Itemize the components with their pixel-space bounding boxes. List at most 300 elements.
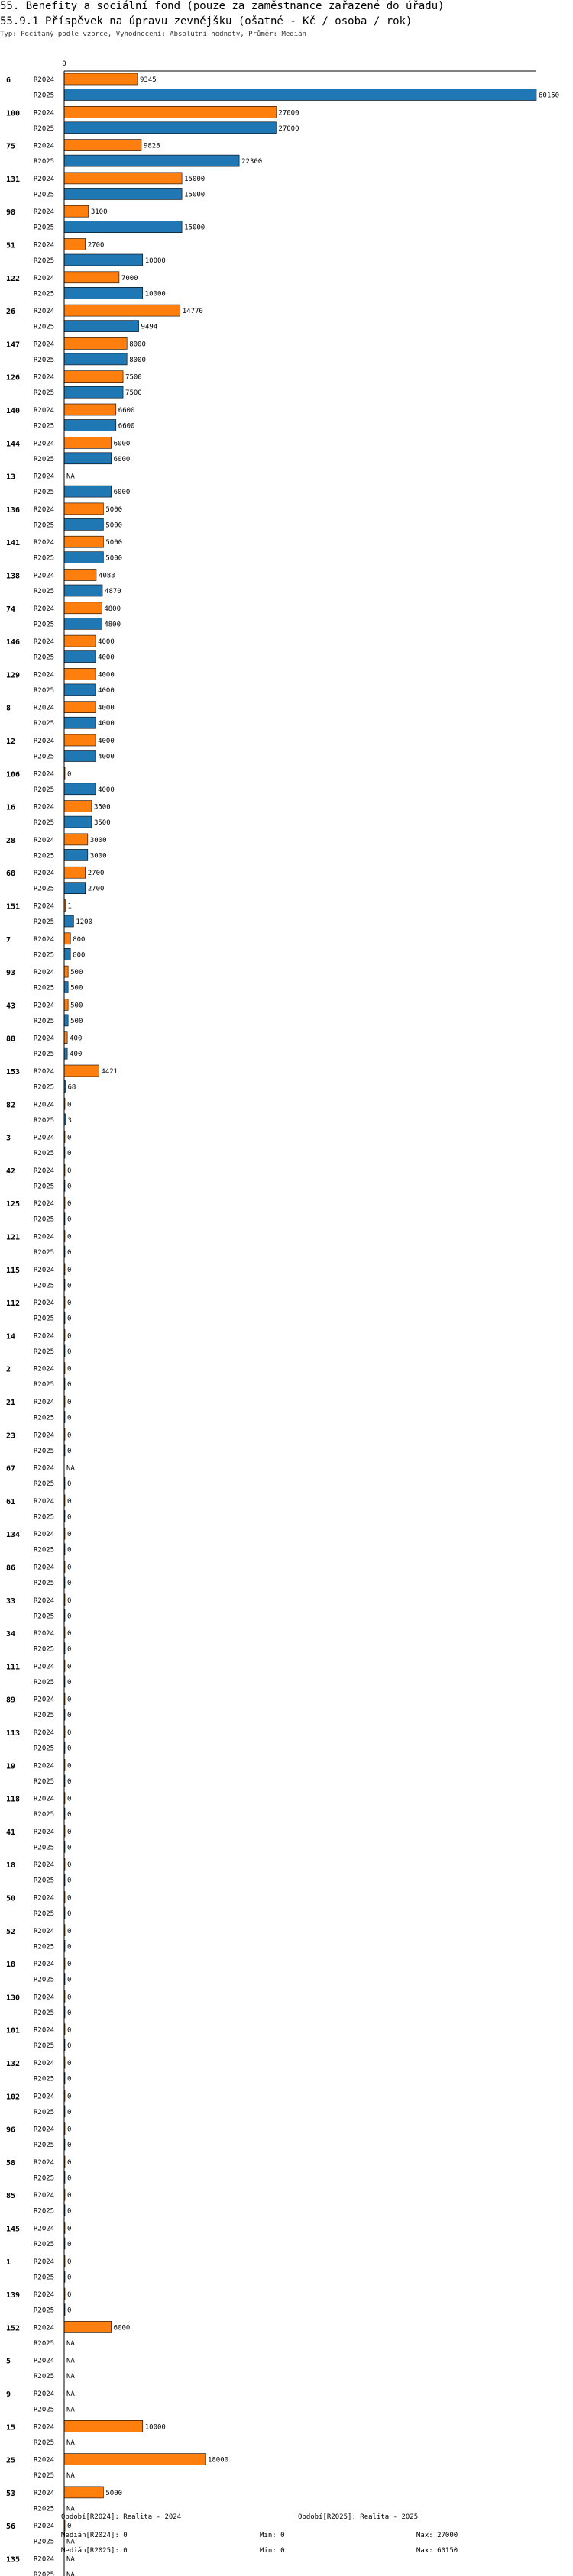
row-id-label: 139 xyxy=(6,2291,21,2300)
series-label: R2024 xyxy=(34,1332,55,1341)
series-label: R2025 xyxy=(34,489,55,497)
value-label: 0 xyxy=(67,1745,72,1753)
value-label: 4870 xyxy=(105,588,121,596)
value-label: 5000 xyxy=(105,554,123,563)
value-label: 4421 xyxy=(101,1068,118,1076)
series-label: R2025 xyxy=(34,1447,55,1455)
value-label: 0 xyxy=(67,1233,72,1241)
bar xyxy=(64,239,86,250)
series-label: R2025 xyxy=(34,2274,55,2282)
bar xyxy=(64,982,68,993)
bar xyxy=(64,717,96,728)
series-label: R2025 xyxy=(34,984,55,993)
series-label: R2024 xyxy=(34,2489,55,2497)
value-label: 7000 xyxy=(121,274,138,282)
bar xyxy=(64,635,96,647)
row-id-label: 33 xyxy=(6,1596,16,1606)
series-label: R2024 xyxy=(34,803,55,812)
row-id-label: 61 xyxy=(6,1497,16,1506)
value-label: 0 xyxy=(67,1811,72,1819)
row-id-label: 25 xyxy=(6,2456,16,2465)
value-label: 0 xyxy=(67,1612,72,1621)
value-label: 0 xyxy=(67,1630,72,1638)
value-label: 0 xyxy=(67,1348,72,1356)
bar xyxy=(64,651,96,663)
value-label: 4000 xyxy=(98,704,115,712)
bar xyxy=(64,867,86,878)
series-label: R2025 xyxy=(34,1150,55,1158)
series-label: R2025 xyxy=(34,885,55,893)
bar xyxy=(64,321,139,332)
bar xyxy=(64,188,182,199)
series-label: R2025 xyxy=(34,2142,55,2150)
value-label: 0 xyxy=(67,1432,72,1440)
bar xyxy=(64,834,88,845)
value-label: 0 xyxy=(67,1564,72,1572)
series-label: R2024 xyxy=(34,1993,55,2002)
value-label: 3 xyxy=(67,1116,72,1125)
value-label: 22300 xyxy=(241,158,263,166)
series-label: R2025 xyxy=(34,1381,55,1390)
value-label: 500 xyxy=(70,969,83,977)
row-id-label: 51 xyxy=(6,241,16,250)
series-label: R2024 xyxy=(34,1663,55,1671)
series-label: R2025 xyxy=(34,422,55,431)
series-label: R2024 xyxy=(34,2093,55,2101)
series-label: R2025 xyxy=(34,588,55,596)
value-label: 7500 xyxy=(125,373,142,382)
series-label: R2024 xyxy=(34,2390,55,2398)
value-label: 60150 xyxy=(539,92,560,100)
series-label: R2025 xyxy=(34,1315,55,1323)
row-id-label: 88 xyxy=(6,1035,16,1044)
series-label: R2024 xyxy=(34,2225,55,2233)
series-label: R2024 xyxy=(34,2456,55,2465)
value-label: 1200 xyxy=(76,918,93,926)
bar xyxy=(64,2321,112,2332)
row-id-label: 132 xyxy=(6,2060,21,2068)
value-label: 0 xyxy=(67,2026,72,2035)
value-label: 0 xyxy=(67,1399,72,1406)
series-label: R2024 xyxy=(34,274,55,282)
series-label: R2024 xyxy=(34,770,55,779)
bar xyxy=(64,503,103,515)
series-label: R2024 xyxy=(34,836,55,844)
series-label: R2025 xyxy=(34,2439,55,2447)
row-id-label: 68 xyxy=(6,870,16,879)
row-id-label: 135 xyxy=(6,2555,21,2565)
series-label: R2025 xyxy=(34,852,55,860)
series-label: R2024 xyxy=(34,2126,55,2134)
series-label: R2024 xyxy=(34,440,55,448)
series-label: R2024 xyxy=(34,308,55,316)
series-label: R2025 xyxy=(34,323,55,331)
row-id-label: 56 xyxy=(6,2523,16,2532)
series-label: R2025 xyxy=(34,1282,55,1290)
value-label: 4000 xyxy=(98,654,115,662)
value-label: NA xyxy=(66,1464,75,1473)
series-label: R2024 xyxy=(34,539,55,547)
row-id-label: 16 xyxy=(6,803,16,812)
series-label: R2024 xyxy=(34,1035,55,1043)
value-label: 0 xyxy=(67,1447,72,1455)
bar xyxy=(64,140,141,151)
chart-subtitle: 55.9.1 Příspěvek na úpravu zevnějšku (ošatné - Kč / osoba / rok) xyxy=(0,15,413,27)
value-label: NA xyxy=(66,2406,75,2414)
bar xyxy=(64,999,68,1010)
row-id-label: 129 xyxy=(6,671,21,680)
series-label: R2024 xyxy=(34,241,55,250)
value-label: 0 xyxy=(67,1645,72,1654)
series-label: R2025 xyxy=(34,455,55,463)
bar xyxy=(64,1048,67,1059)
series-label: R2024 xyxy=(34,175,55,183)
row-id-label: 86 xyxy=(6,1564,16,1573)
value-label: 0 xyxy=(67,2158,72,2167)
series-label: R2024 xyxy=(34,1167,55,1175)
row-id-label: 140 xyxy=(6,407,21,415)
bar xyxy=(64,816,92,828)
row-id-label: 82 xyxy=(6,1101,16,1110)
series-label: R2024 xyxy=(34,2555,55,2564)
value-label: NA xyxy=(66,2390,75,2398)
series-label: R2024 xyxy=(34,1729,55,1737)
row-id-label: 122 xyxy=(6,274,21,283)
bar xyxy=(64,305,180,316)
series-label: R2024 xyxy=(34,902,55,911)
bar xyxy=(64,552,103,563)
row-id-label: 58 xyxy=(6,2158,16,2168)
series-label: R2025 xyxy=(34,1910,55,1918)
series-label: R2025 xyxy=(34,1116,55,1125)
value-label: 15000 xyxy=(184,224,206,232)
value-label: 0 xyxy=(67,1332,72,1341)
value-label: 0 xyxy=(67,2075,72,2084)
value-label: 15000 xyxy=(184,191,206,199)
series-label: R2024 xyxy=(34,1927,55,1935)
series-label: R2024 xyxy=(34,1828,55,1836)
value-label: 4800 xyxy=(104,621,121,629)
value-label: 4000 xyxy=(98,786,115,794)
value-label: 0 xyxy=(67,1976,72,1984)
series-label: R2025 xyxy=(34,1943,55,1951)
series-label: R2025 xyxy=(34,2042,55,2051)
series-label: R2025 xyxy=(34,720,55,728)
value-label: NA xyxy=(66,2571,75,2576)
row-id-label: 146 xyxy=(6,638,21,647)
value-label: 0 xyxy=(67,1927,72,1935)
bar xyxy=(64,287,143,299)
series-label: R2025 xyxy=(34,819,55,828)
bar xyxy=(64,915,73,927)
row-id-label: 7 xyxy=(6,935,11,944)
series-label: R2024 xyxy=(34,1365,55,1374)
value-label: 500 xyxy=(70,984,83,993)
value-label: 400 xyxy=(70,1035,83,1043)
series-label: R2025 xyxy=(34,356,55,364)
series-label: R2024 xyxy=(34,76,55,84)
value-label: 0 xyxy=(67,1762,72,1771)
value-label: 2700 xyxy=(87,885,105,893)
row-id-label: 23 xyxy=(6,1432,16,1441)
row-id-label: 21 xyxy=(6,1399,16,1407)
row-id-label: 50 xyxy=(6,1894,16,1903)
series-label: R2025 xyxy=(34,2373,55,2381)
row-id-label: 96 xyxy=(6,2126,16,2135)
series-label: R2024 xyxy=(34,1134,55,1142)
value-label: 1 xyxy=(67,902,72,911)
row-id-label: 112 xyxy=(6,1299,21,1309)
row-id-label: 13 xyxy=(6,473,16,482)
row-id-label: 151 xyxy=(6,902,21,912)
row-id-label: 34 xyxy=(6,1630,16,1639)
value-label: NA xyxy=(66,2439,75,2447)
series-label: R2025 xyxy=(34,621,55,629)
value-label: 0 xyxy=(67,1580,72,1587)
value-label: 15000 xyxy=(184,175,206,183)
series-label: R2024 xyxy=(34,671,55,680)
bar xyxy=(64,801,92,812)
value-label: 8000 xyxy=(129,356,146,364)
series-label: R2024 xyxy=(34,2026,55,2035)
bar xyxy=(64,337,127,349)
value-label: 0 xyxy=(67,2274,72,2282)
series-label: R2025 xyxy=(34,753,55,761)
bar xyxy=(64,106,276,118)
value-label: 0 xyxy=(67,1513,72,1522)
series-label: R2025 xyxy=(34,2472,55,2481)
value-label: 800 xyxy=(73,951,86,960)
bar xyxy=(64,371,123,383)
value-label: 0 xyxy=(67,1215,72,1224)
value-label: 10000 xyxy=(144,2423,166,2432)
row-id-label: 93 xyxy=(6,969,16,978)
row-id-label: 126 xyxy=(6,373,21,383)
x-axis-tick-label: 0 xyxy=(62,60,66,68)
row-id-label: 145 xyxy=(6,2225,21,2234)
series-label: R2025 xyxy=(34,918,55,926)
bar xyxy=(64,386,123,398)
value-label: 0 xyxy=(67,770,72,779)
value-label: 0 xyxy=(67,1943,72,1951)
value-label: 0 xyxy=(67,1729,72,1737)
series-label: R2025 xyxy=(34,1645,55,1654)
bar xyxy=(64,437,112,448)
value-label: 0 xyxy=(67,1712,72,1720)
page-title: 55. Benefity a sociální fond (pouze za zaměstnance zařazené do úřadu) xyxy=(0,0,445,12)
value-label: 0 xyxy=(67,1663,72,1671)
series-label: R2024 xyxy=(34,638,55,647)
value-label: NA xyxy=(66,2555,75,2564)
value-label: 0 xyxy=(67,1249,72,1257)
bar xyxy=(64,536,103,547)
bar xyxy=(64,122,276,134)
bar xyxy=(64,702,96,713)
footer-median-2025: Medián[R2025]: 0 xyxy=(61,2547,128,2555)
value-label: 0 xyxy=(67,1795,72,1803)
value-label: 18000 xyxy=(207,2456,229,2465)
value-label: 0 xyxy=(67,2523,72,2531)
row-id-label: 134 xyxy=(6,1531,21,1540)
value-label: 0 xyxy=(67,2225,72,2233)
value-label: 4083 xyxy=(98,572,115,580)
row-id-label: 130 xyxy=(6,1993,21,2003)
value-label: 0 xyxy=(67,1678,72,1687)
value-label: 0 xyxy=(67,1993,72,2002)
value-label: 0 xyxy=(67,1828,72,1836)
series-label: R2024 xyxy=(34,373,55,382)
series-label: R2024 xyxy=(34,2258,55,2266)
series-label: R2024 xyxy=(34,1266,55,1274)
series-label: R2024 xyxy=(34,1762,55,1771)
value-label: 0 xyxy=(67,2126,72,2134)
row-id-label: 41 xyxy=(6,1828,16,1837)
row-id-label: 19 xyxy=(6,1762,16,1771)
series-label: R2025 xyxy=(34,2339,55,2348)
row-id-label: 2 xyxy=(6,1365,11,1374)
value-label: 0 xyxy=(67,1894,72,1903)
row-id-label: 118 xyxy=(6,1795,21,1804)
value-label: 9494 xyxy=(141,323,158,331)
row-id-label: 53 xyxy=(6,2489,16,2498)
value-label: 6000 xyxy=(113,2324,131,2332)
value-label: 0 xyxy=(67,1877,72,1885)
series-label: R2024 xyxy=(34,969,55,977)
series-label: R2024 xyxy=(34,407,55,415)
value-label: 4000 xyxy=(98,671,115,680)
value-label: NA xyxy=(66,2472,75,2481)
series-label: R2024 xyxy=(34,2324,55,2332)
value-label: 3000 xyxy=(89,852,107,860)
bar xyxy=(64,353,127,365)
series-label: R2024 xyxy=(34,2291,55,2300)
series-label: R2025 xyxy=(34,1580,55,1587)
series-label: R2025 xyxy=(34,1414,55,1422)
series-label: R2024 xyxy=(34,1101,55,1109)
series-label: R2025 xyxy=(34,2571,55,2576)
value-label: 5000 xyxy=(105,505,123,514)
series-label: R2025 xyxy=(34,2174,55,2183)
value-label: 0 xyxy=(67,1134,72,1142)
series-label: R2024 xyxy=(34,1596,55,1605)
row-id-label: 136 xyxy=(6,505,21,515)
value-label: 6600 xyxy=(118,422,135,431)
value-label: 0 xyxy=(67,1414,72,1422)
value-label: 4000 xyxy=(98,753,115,761)
row-id-label: 125 xyxy=(6,1200,21,1209)
series-label: R2025 xyxy=(34,2306,55,2315)
series-label: R2024 xyxy=(34,505,55,514)
series-label: R2025 xyxy=(34,2406,55,2414)
bar xyxy=(64,173,182,184)
footer-median-2024: Medián[R2024]: 0 xyxy=(61,2532,128,2539)
value-label: 0 xyxy=(67,2142,72,2150)
row-id-label: 26 xyxy=(6,308,16,317)
bar xyxy=(64,570,96,581)
value-label: 0 xyxy=(67,1497,72,1506)
series-label: R2025 xyxy=(34,191,55,199)
chart-meta: Typ: Počítaný podle vzorce, Vyhodnocení: Absolutní hodnoty, Průměr: Medián xyxy=(0,31,306,38)
bar xyxy=(64,1032,67,1044)
value-label: 0 xyxy=(67,2306,72,2315)
row-id-label: 153 xyxy=(6,1068,21,1077)
bar xyxy=(64,404,116,415)
series-label: R2025 xyxy=(34,2009,55,2017)
value-label: 0 xyxy=(67,1101,72,1109)
series-label: R2025 xyxy=(34,1844,55,1852)
bar xyxy=(64,518,103,530)
series-label: R2025 xyxy=(34,1051,55,1059)
series-label: R2024 xyxy=(34,1233,55,1241)
value-label: 0 xyxy=(67,2258,72,2266)
series-label: R2025 xyxy=(34,1480,55,1489)
bar xyxy=(64,602,102,614)
value-label: 3100 xyxy=(90,208,108,217)
series-label: R2024 xyxy=(34,605,55,613)
series-label: R2024 xyxy=(34,1497,55,1506)
value-label: 9345 xyxy=(140,76,157,84)
series-label: R2024 xyxy=(34,1861,55,1870)
bar xyxy=(64,2487,103,2498)
series-label: R2024 xyxy=(34,1564,55,1572)
value-label: NA xyxy=(66,2373,75,2381)
series-label: R2025 xyxy=(34,2538,55,2546)
value-label: 5000 xyxy=(105,2489,123,2497)
row-id-label: 89 xyxy=(6,1696,16,1705)
bar xyxy=(64,2420,143,2432)
value-label: 0 xyxy=(67,2009,72,2017)
value-label: 68 xyxy=(67,1083,76,1092)
bar xyxy=(64,933,70,944)
series-label: R2025 xyxy=(34,2505,55,2513)
series-label: R2024 xyxy=(34,473,55,481)
series-label: R2025 xyxy=(34,257,55,265)
row-id-label: 67 xyxy=(6,1464,16,1474)
bar xyxy=(64,155,239,166)
bar xyxy=(64,883,86,894)
series-label: R2025 xyxy=(34,1745,55,1753)
series-label: R2025 xyxy=(34,1877,55,1885)
row-id-label: 1 xyxy=(6,2258,11,2267)
value-label: 6600 xyxy=(118,407,135,415)
bar xyxy=(64,420,116,431)
series-label: R2025 xyxy=(34,224,55,232)
row-id-label: 152 xyxy=(6,2324,21,2333)
value-label: 0 xyxy=(67,1365,72,1374)
row-id-label: 101 xyxy=(6,2026,21,2035)
value-label: 0 xyxy=(67,1696,72,1704)
series-label: R2024 xyxy=(34,341,55,349)
series-label: R2024 xyxy=(34,1068,55,1076)
series-label: R2024 xyxy=(34,109,55,118)
footer-period-2024: Období[R2024]: Realita - 2024 xyxy=(61,2513,182,2521)
series-label: R2024 xyxy=(34,142,55,150)
value-label: 10000 xyxy=(144,257,166,265)
series-label: R2024 xyxy=(34,2523,55,2531)
series-label: R2024 xyxy=(34,1696,55,1704)
series-label: R2024 xyxy=(34,2158,55,2167)
series-label: R2025 xyxy=(34,521,55,530)
series-label: R2024 xyxy=(34,2060,55,2068)
series-label: R2025 xyxy=(34,1712,55,1720)
bar xyxy=(64,849,88,860)
value-label: 0 xyxy=(67,1150,72,1158)
row-id-label: 3 xyxy=(6,1134,11,1143)
series-label: R2025 xyxy=(34,1348,55,1356)
value-label: 0 xyxy=(67,2241,72,2248)
value-label: 0 xyxy=(67,1596,72,1605)
value-label: 2700 xyxy=(87,870,105,878)
